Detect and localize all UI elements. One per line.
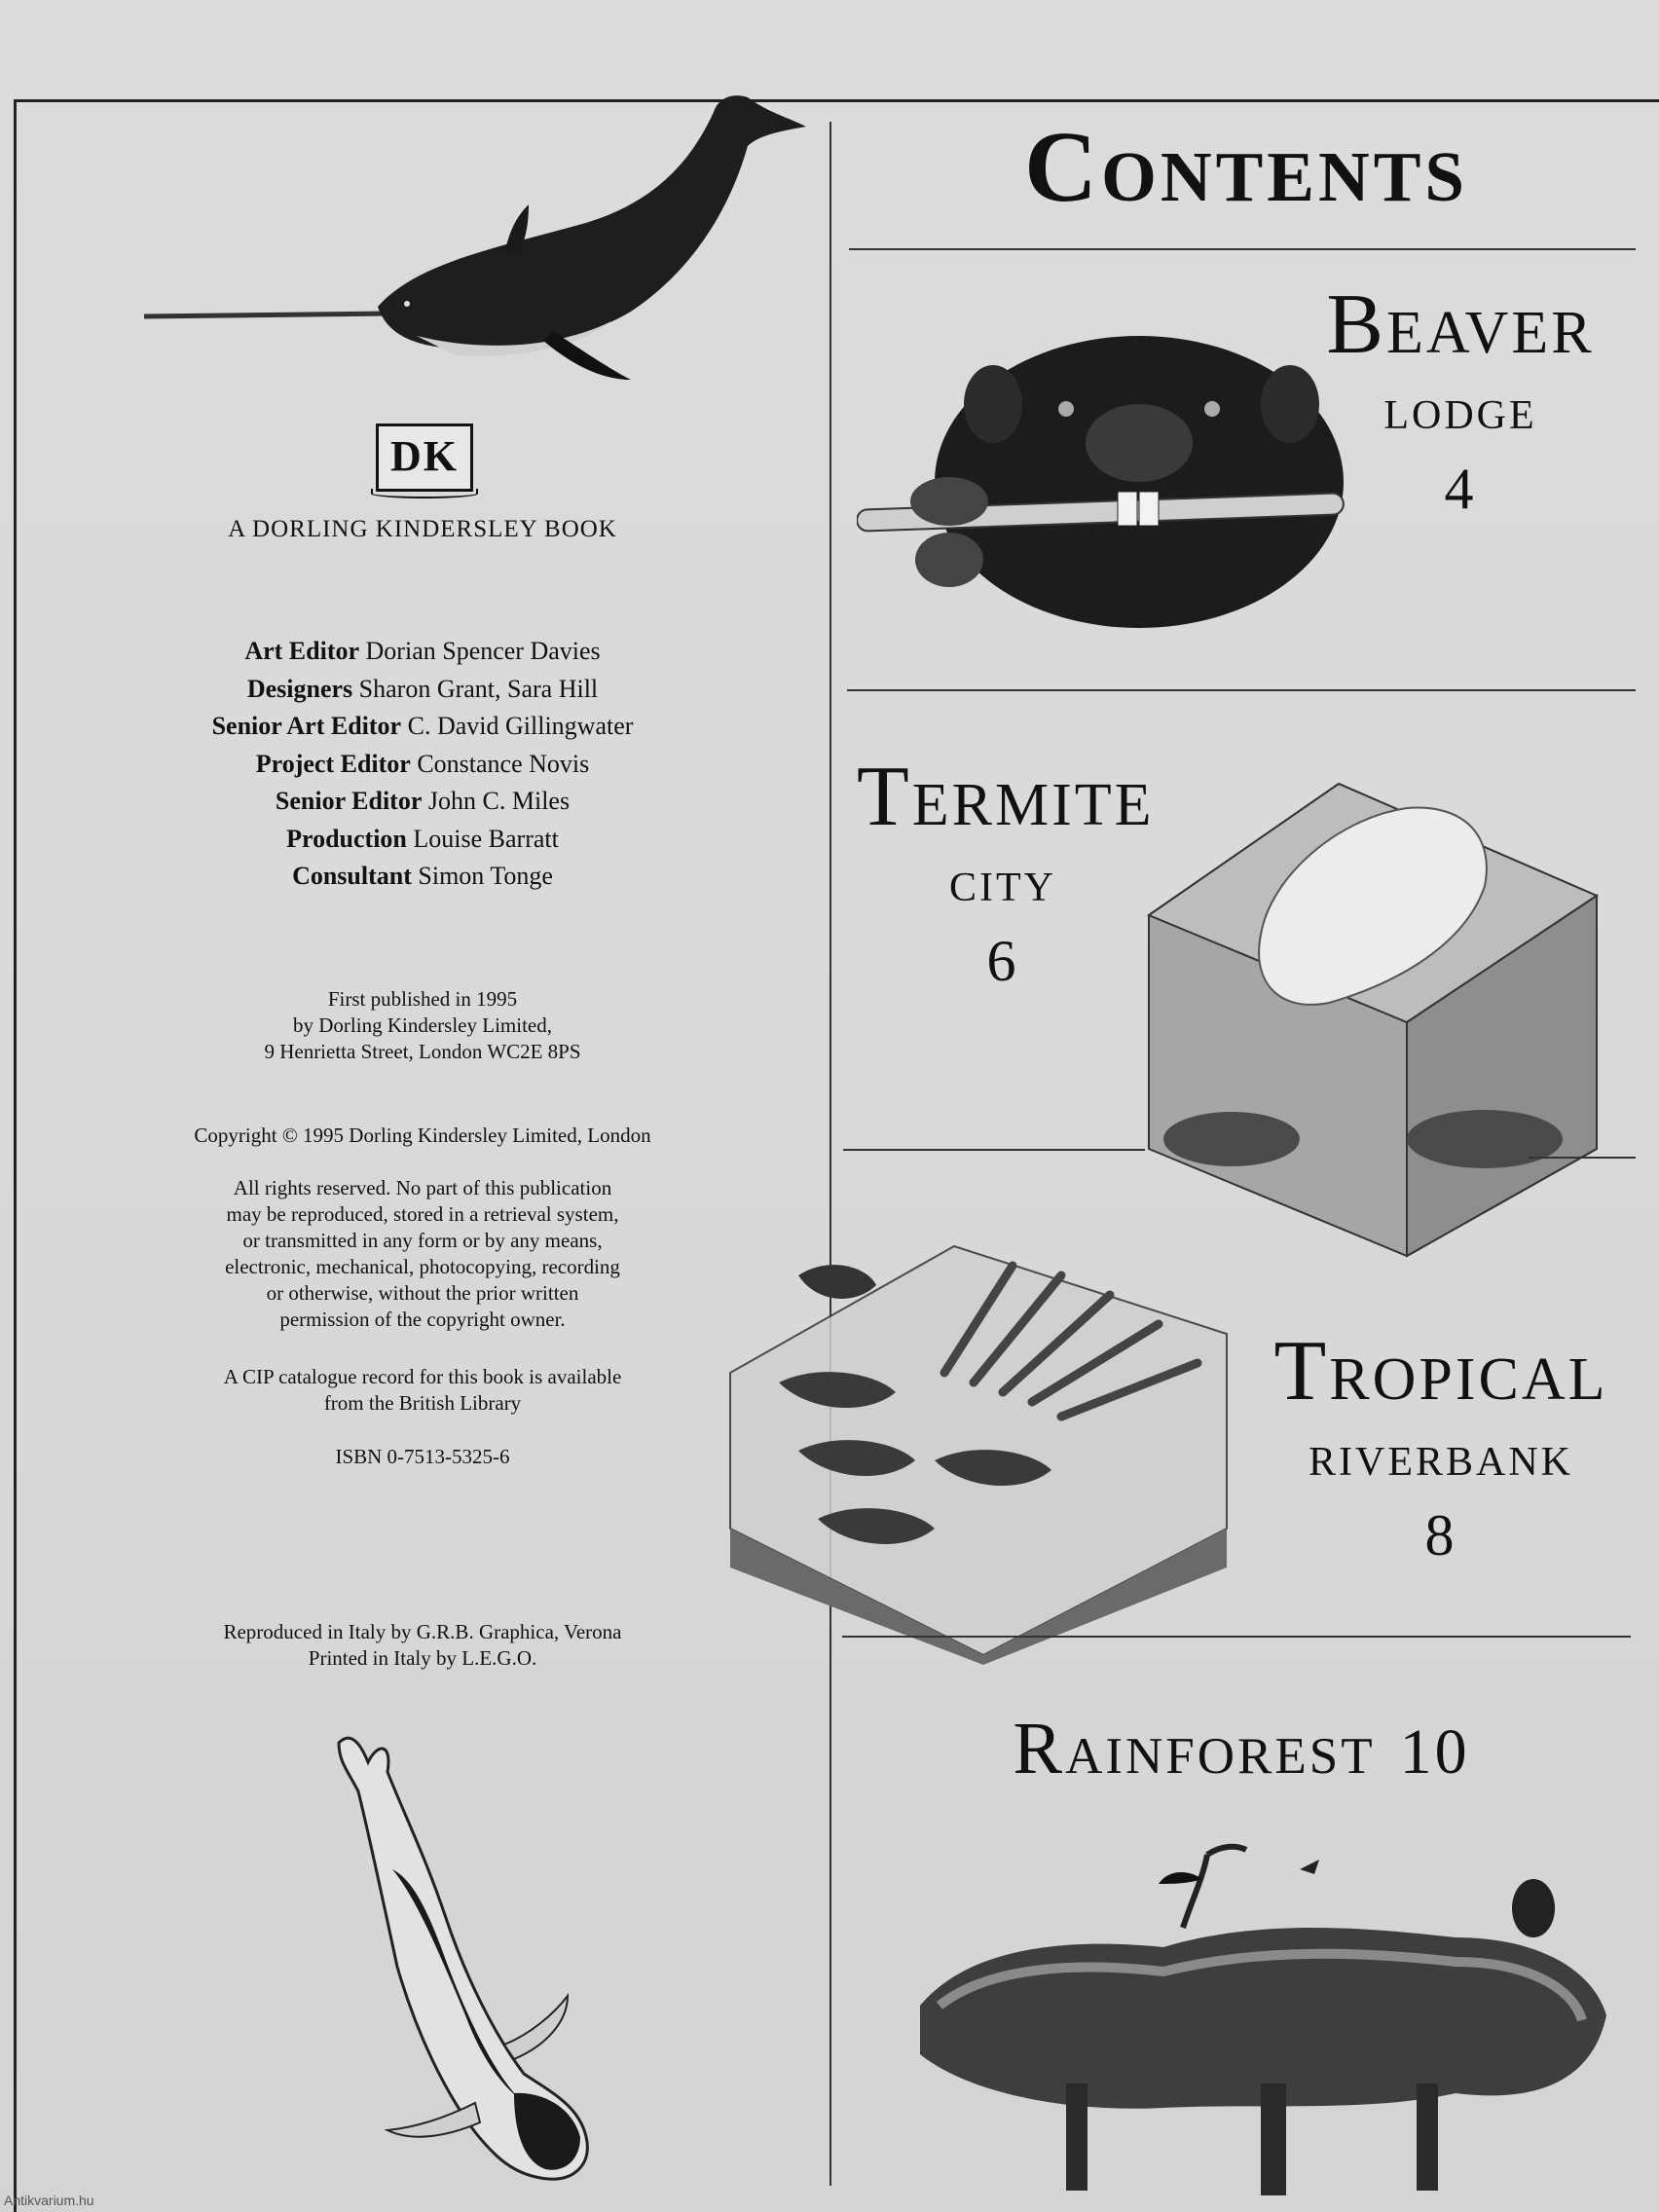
credit-line (18, 671, 828, 709)
entry-page-number: 10 (1399, 1716, 1470, 1788)
credit-role: Consultant (292, 862, 412, 890)
credit-role: Production (286, 824, 407, 853)
copyright-line: Copyright © 1995 Dorling Kindersley Limited, London (194, 1124, 651, 1147)
rights-line: permission of the copyright owner. (279, 1308, 566, 1331)
entry-page-number: 6 (986, 929, 1019, 993)
watermark: Antikvarium.hu (4, 2193, 94, 2208)
credit-line (18, 858, 828, 896)
divider-line (849, 248, 1636, 250)
reproduction-line: Printed in Italy by L.E.G.O. (308, 1646, 537, 1670)
credit-name: C. David Gillingwater (407, 712, 634, 740)
divider-line (843, 1149, 1145, 1151)
entry-page-number: 4 (1444, 457, 1477, 521)
publication-line: by Dorling Kindersley Limited, (293, 1014, 552, 1037)
entry-title: Rainforest (1013, 1708, 1376, 1789)
entry-subtitle: lodge (1383, 377, 1537, 441)
publication-info (18, 986, 828, 1065)
credit-role: Art Editor (244, 637, 360, 665)
entry-title: Beaver (1326, 277, 1595, 372)
contents-entry-riverbank[interactable] (1256, 1324, 1626, 1567)
riverbank-illustration (720, 1236, 1266, 1665)
credit-name: Simon Tonge (418, 862, 553, 890)
credit-line (18, 783, 828, 821)
credit-role: Project Editor (255, 749, 411, 778)
rainforest-illustration (910, 1840, 1611, 2200)
credit-line (18, 633, 828, 671)
divider-line (847, 689, 1636, 691)
publication-line: 9 Henrietta Street, London WC2E 8PS (264, 1040, 581, 1063)
entry-title: Tropical (1273, 1324, 1608, 1419)
credit-role: Designers (246, 674, 353, 703)
contents-entry-beaver[interactable] (1324, 277, 1597, 521)
page-border-left (14, 99, 17, 2212)
rights-notice (18, 1175, 828, 1333)
isbn: ISBN 0-7513-5325-6 (335, 1445, 510, 1468)
column-divider (830, 122, 831, 2186)
cip-notice (18, 1364, 828, 1417)
credits-list (18, 633, 828, 896)
narwhal-illustration (125, 58, 826, 389)
credit-role: Senior Art Editor (211, 712, 402, 740)
rights-line: or otherwise, without the prior written (266, 1281, 579, 1305)
contents-entry-rainforest[interactable] (847, 1708, 1636, 1789)
credit-line (18, 821, 828, 859)
credit-name: Sharon Grant, Sara Hill (358, 674, 599, 703)
publisher-line: A DORLING KINDERSLEY BOOK (228, 516, 617, 542)
credit-role: Senior Editor (275, 787, 423, 815)
credit-name: John C. Miles (427, 787, 571, 815)
rights-line: All rights reserved. No part of this publication (233, 1176, 612, 1199)
entry-subtitle: city (949, 849, 1056, 913)
entry-subtitle: riverbank (1308, 1423, 1573, 1488)
reproduction-line: Reproduced in Italy by G.R.B. Graphica, Verona (223, 1620, 622, 1643)
entry-page-number: 8 (1424, 1503, 1457, 1567)
credit-name: Louise Barratt (413, 824, 559, 853)
rights-line: or transmitted in any form or by any means, (242, 1229, 603, 1252)
entry-title: Termite (857, 750, 1155, 844)
credit-name: Dorian Spencer Davies (365, 637, 601, 665)
imprint-column (18, 102, 828, 2205)
divider-line (842, 1636, 1631, 1638)
seal-illustration (319, 1723, 631, 2200)
beaver-illustration (857, 336, 1363, 647)
contents-title: Contents (1024, 111, 1468, 223)
cip-line: from the British Library (323, 1391, 522, 1415)
termite-nest-illustration (1144, 779, 1602, 1261)
divider-line (1529, 1157, 1636, 1159)
contents-entry-termite[interactable] (857, 750, 1155, 993)
dk-logo: DK (376, 424, 473, 492)
rights-line: electronic, mechanical, photocopying, recording (225, 1255, 620, 1278)
rights-line: may be reproduced, stored in a retrieval system, (226, 1202, 619, 1226)
credit-line (18, 746, 828, 784)
credit-name: Constance Novis (417, 749, 590, 778)
publication-line: First published in 1995 (327, 987, 518, 1011)
reproduction-info (18, 1619, 828, 1672)
cip-line: A CIP catalogue record for this book is available (223, 1365, 622, 1388)
credit-line (18, 708, 828, 746)
